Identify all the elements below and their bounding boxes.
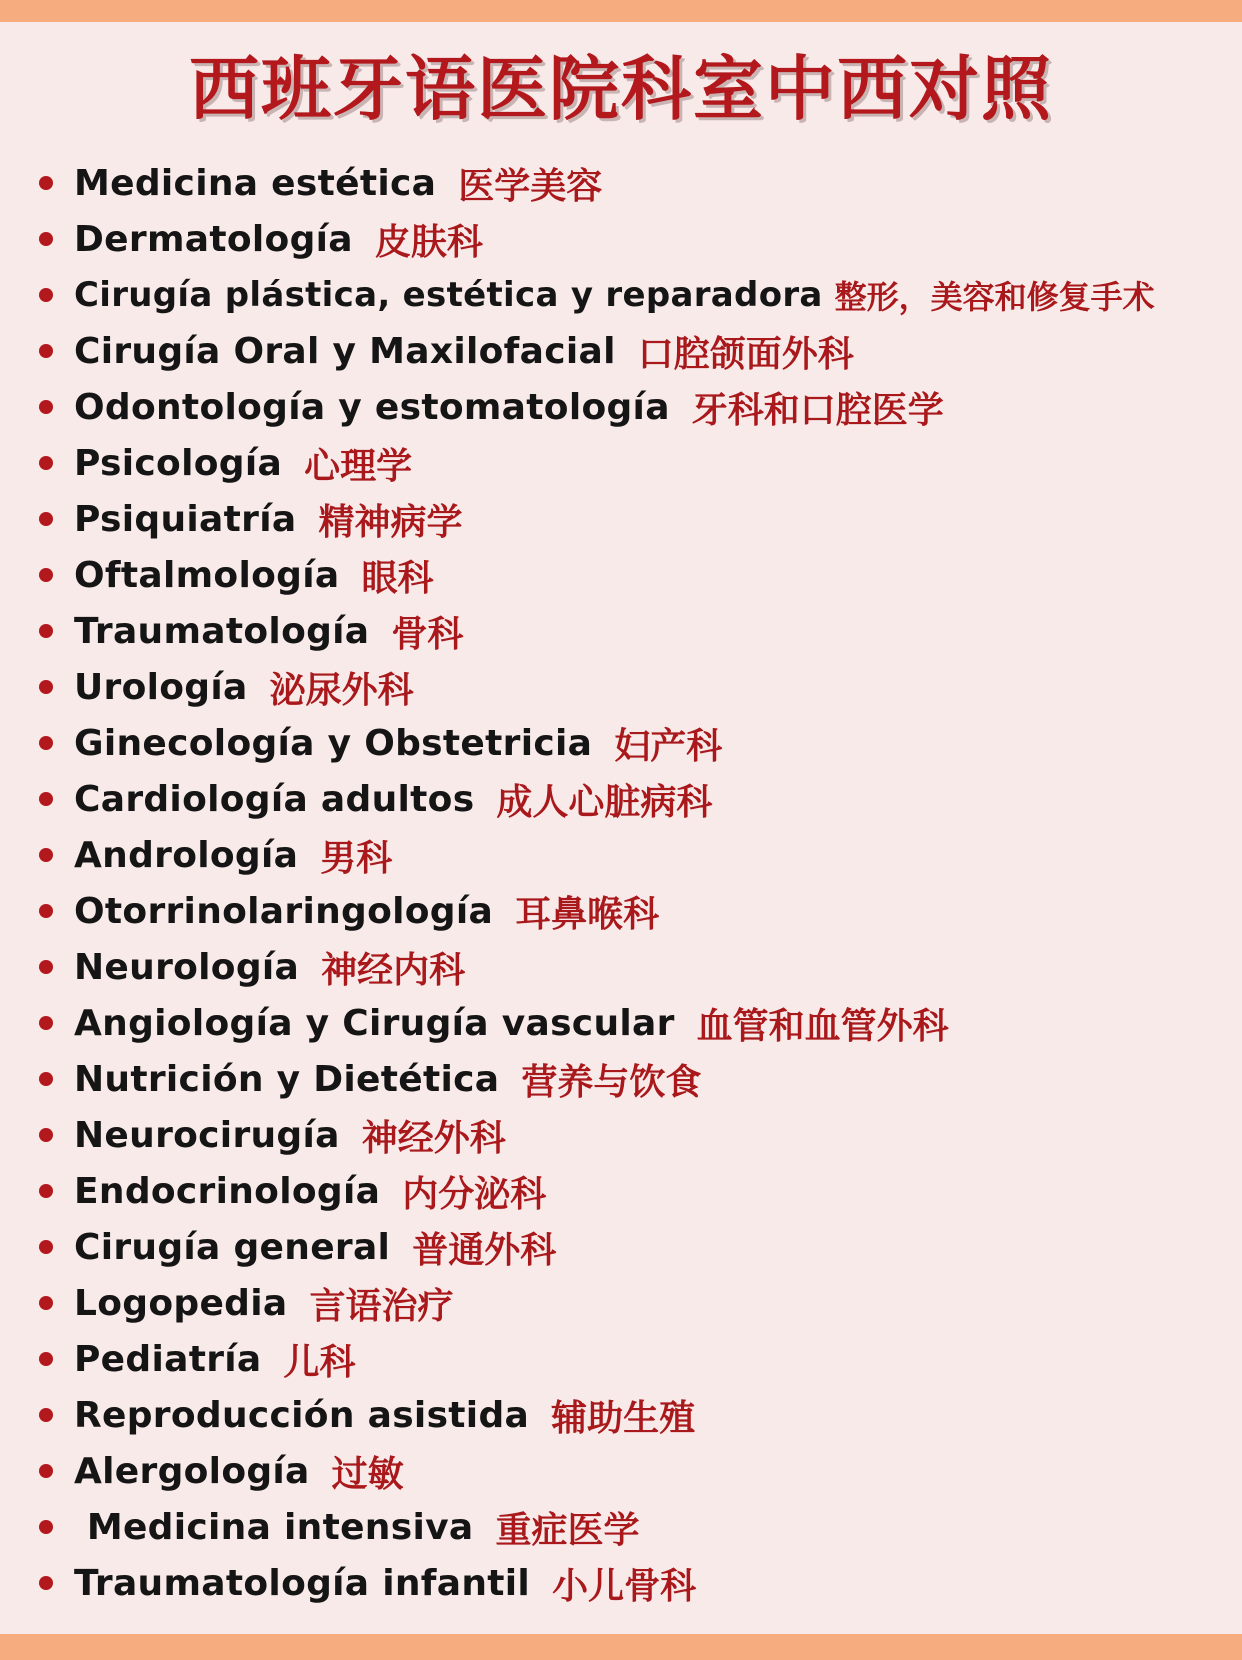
list-item <box>0 435 1242 491</box>
list-item <box>0 1275 1242 1331</box>
chinese-term: 泌尿外科 <box>269 669 414 711</box>
spanish-term: Angiología y Cirugía vascular <box>74 1002 675 1044</box>
chinese-term: 神经外科 <box>361 1117 506 1159</box>
list-item <box>0 939 1242 995</box>
chinese-term: 儿科 <box>283 1341 356 1383</box>
list-item <box>0 491 1242 547</box>
bullet-icon <box>39 1296 53 1310</box>
spanish-term: Cirugía Oral y Maxilofacial <box>74 330 616 372</box>
chinese-term: 心理学 <box>304 445 413 487</box>
bullet-icon <box>39 456 53 470</box>
chinese-term: 内分泌科 <box>402 1173 547 1215</box>
bullet-icon <box>39 1016 53 1030</box>
bullet-icon <box>39 1408 53 1422</box>
list-item <box>0 771 1242 827</box>
chinese-term: 口腔颌面外科 <box>637 333 854 375</box>
list-item <box>0 1051 1242 1107</box>
list-item <box>0 603 1242 659</box>
bullet-icon <box>39 1128 53 1142</box>
spanish-term: Odontología y estomatología <box>74 386 670 428</box>
bullet-icon <box>39 1352 53 1366</box>
bullet-icon <box>39 1576 53 1590</box>
bullet-icon <box>39 1520 53 1534</box>
spanish-term: Cirugía plástica, estética y reparadora <box>74 275 823 315</box>
list-item <box>0 1499 1242 1555</box>
spanish-term: Psiquiatría <box>74 498 297 540</box>
chinese-term: 妇产科 <box>614 725 723 767</box>
chinese-term: 言语治疗 <box>309 1285 454 1327</box>
bullet-icon <box>39 1240 53 1254</box>
list-item <box>0 547 1242 603</box>
chinese-term: 医学美容 <box>458 165 603 207</box>
spanish-term: Medicina intensiva <box>74 1506 474 1548</box>
bullet-icon <box>39 512 53 526</box>
bottom-decorative-band <box>0 1634 1242 1660</box>
bullet-icon <box>39 1072 53 1086</box>
list-item <box>0 715 1242 771</box>
chinese-term: 精神病学 <box>318 501 463 543</box>
bullet-icon <box>39 904 53 918</box>
chinese-term: 骨科 <box>391 613 464 655</box>
list-item <box>0 1555 1242 1611</box>
chinese-term: 过敏 <box>331 1453 404 1495</box>
chinese-term: 男科 <box>320 837 393 879</box>
chinese-term: 辅助生殖 <box>551 1397 696 1439</box>
spanish-term: Dermatología <box>74 218 353 260</box>
bullet-icon <box>39 568 53 582</box>
spanish-term: Reproducción asistida <box>74 1394 530 1436</box>
chinese-term: 成人心脏病科 <box>496 781 713 823</box>
bullet-icon <box>39 288 53 302</box>
bullet-icon <box>39 624 53 638</box>
chinese-term: 营养与饮食 <box>521 1061 702 1103</box>
spanish-term: Psicología <box>74 442 283 484</box>
spanish-term: Ginecología y Obstetricia <box>74 722 593 764</box>
chinese-term: 眼科 <box>361 557 434 599</box>
bullet-icon <box>39 176 53 190</box>
bullet-icon <box>39 232 53 246</box>
list-item <box>0 267 1242 323</box>
spanish-term: Alergología <box>74 1450 310 1492</box>
list-item <box>0 827 1242 883</box>
spanish-term: Traumatología infantil <box>74 1562 531 1604</box>
chinese-term: 耳鼻喉科 <box>515 893 660 935</box>
list-item <box>0 211 1242 267</box>
chinese-term: 血管和血管外科 <box>696 1005 949 1047</box>
list-item <box>0 1443 1242 1499</box>
chinese-term: 普通外科 <box>412 1229 557 1271</box>
chinese-term: 小儿骨科 <box>552 1565 697 1607</box>
list-item <box>0 883 1242 939</box>
list-item <box>0 659 1242 715</box>
bullet-icon <box>39 680 53 694</box>
list-item <box>0 1331 1242 1387</box>
list-item <box>0 379 1242 435</box>
list-item <box>0 1219 1242 1275</box>
bullet-icon <box>39 792 53 806</box>
chinese-term: 神经内科 <box>321 949 466 991</box>
list-item <box>0 1163 1242 1219</box>
spanish-term: Otorrinolaringología <box>74 890 494 932</box>
bullet-icon <box>39 960 53 974</box>
bullet-icon <box>39 344 53 358</box>
page-title: 西班牙语医院科室中西对照 <box>189 48 1053 130</box>
spanish-term: Cardiología adultos <box>74 778 475 820</box>
spanish-term: Traumatología <box>74 610 370 652</box>
spanish-term: Medicina estética <box>74 162 437 204</box>
list-item <box>0 1107 1242 1163</box>
spanish-term: Endocrinología <box>74 1170 381 1212</box>
spanish-term: Oftalmología <box>74 554 340 596</box>
list-item <box>0 1387 1242 1443</box>
list-item <box>0 995 1242 1051</box>
spanish-term: Logopedia <box>74 1282 288 1324</box>
list-item <box>0 323 1242 379</box>
spanish-term: Nutrición y Dietética <box>74 1058 500 1100</box>
list-item <box>0 155 1242 211</box>
department-list <box>0 155 1242 1611</box>
spanish-term: Neurología <box>74 946 300 988</box>
top-decorative-band <box>0 0 1242 22</box>
spanish-term: Andrología <box>74 834 299 876</box>
spanish-term: Cirugía general <box>74 1226 391 1268</box>
bullet-icon <box>39 1184 53 1198</box>
bullet-icon <box>39 1464 53 1478</box>
chinese-term: 牙科和口腔医学 <box>691 389 944 431</box>
spanish-term: Neurocirugía <box>74 1114 340 1156</box>
chinese-term: 皮肤科 <box>374 221 483 263</box>
bullet-icon <box>39 400 53 414</box>
bullet-icon <box>39 736 53 750</box>
bullet-icon <box>39 848 53 862</box>
chinese-term: 整形，美容和修复手术 <box>834 278 1155 316</box>
spanish-term: Urología <box>74 666 248 708</box>
chinese-term: 重症医学 <box>495 1509 640 1551</box>
spanish-term: Pediatría <box>74 1338 262 1380</box>
